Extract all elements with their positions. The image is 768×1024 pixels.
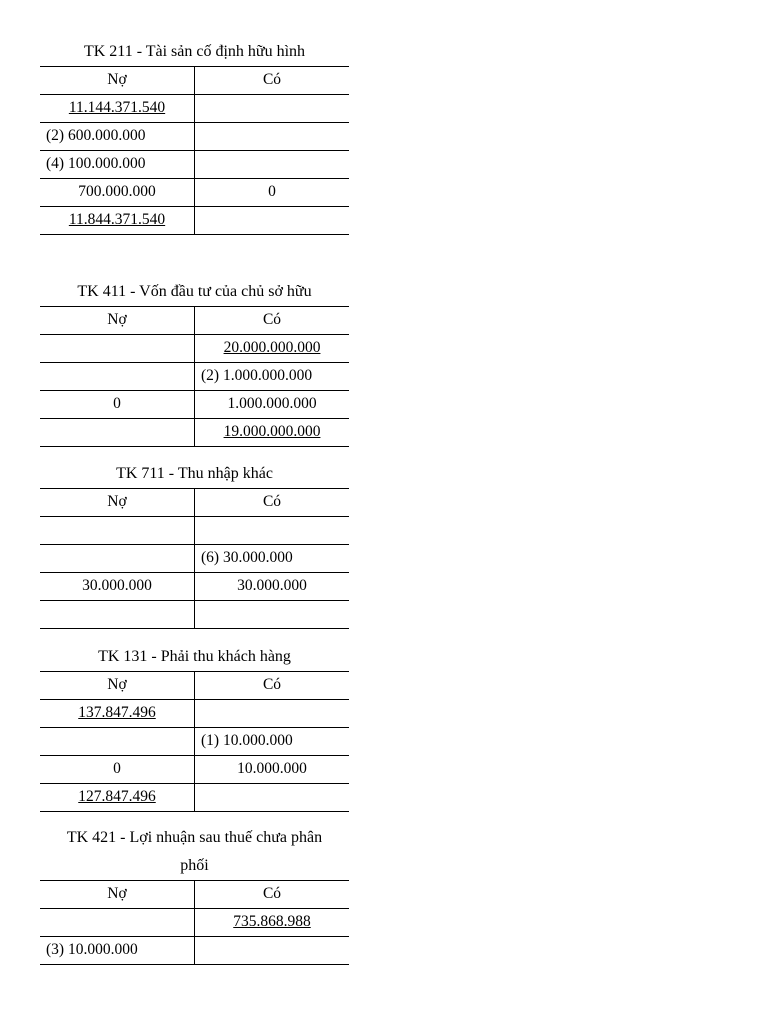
table-row xyxy=(40,363,349,391)
account-tk411 xyxy=(40,278,349,447)
account-title: TK 211 - Tài sản cố định hữu hình xyxy=(83,43,306,60)
closing-balance: 127.847.496 xyxy=(78,788,156,805)
account-title: TK 131 - Phải thu khách hàng xyxy=(98,648,291,665)
account-tk711 xyxy=(40,460,349,629)
closing-balance: 19.000.000.000 xyxy=(223,423,321,440)
credit-header: Có xyxy=(262,493,282,510)
credit-total: 1.000.000.000 xyxy=(227,395,317,412)
table-row xyxy=(40,756,349,784)
t-account-table xyxy=(40,671,349,812)
closing-balance: 11.844.371.540 xyxy=(68,211,166,228)
header-row xyxy=(40,489,349,517)
table-row xyxy=(40,95,349,123)
debit-total: 700.000.000 xyxy=(78,183,156,200)
debit-entry: (4) 100.000.000 xyxy=(46,155,146,172)
credit-total: 30.000.000 xyxy=(237,577,307,594)
table-row xyxy=(40,700,349,728)
debit-total: 0 xyxy=(113,760,121,777)
table-row xyxy=(40,151,349,179)
opening-balance: 137.847.496 xyxy=(78,704,156,721)
table-row xyxy=(40,123,349,151)
account-tk131 xyxy=(40,643,349,812)
table-row xyxy=(40,909,349,937)
account-title: TK 711 - Thu nhập khác xyxy=(116,465,273,482)
opening-balance: 11.144.371.540 xyxy=(68,99,166,116)
account-tk211 xyxy=(40,38,349,235)
header-row xyxy=(40,672,349,700)
header-row xyxy=(40,881,349,909)
debit-header: Nợ xyxy=(107,885,127,902)
t-account-table xyxy=(40,880,349,965)
debit-entry: (2) 600.000.000 xyxy=(46,127,146,144)
credit-header: Có xyxy=(262,885,282,902)
account-title: TK 411 - Vốn đầu tư của chủ sở hữu xyxy=(77,283,312,300)
table-row xyxy=(40,335,349,363)
table-row xyxy=(40,545,349,573)
credit-total: 10.000.000 xyxy=(237,760,307,777)
header-row xyxy=(40,67,349,95)
account-title: TK 421 - Lợi nhuận sau thuế chưa phân xyxy=(66,829,323,846)
header-row xyxy=(40,307,349,335)
t-account-table xyxy=(40,306,349,447)
credit-entry: (6) 30.000.000 xyxy=(201,549,293,566)
table-row xyxy=(40,517,349,545)
table-row xyxy=(40,573,349,601)
table-row xyxy=(40,391,349,419)
account-title-continued: phối xyxy=(180,857,209,874)
credit-entry: (2) 1.000.000.000 xyxy=(201,367,313,384)
table-row xyxy=(40,419,349,447)
table-row xyxy=(40,784,349,812)
t-account-table xyxy=(40,66,349,235)
opening-balance: 735.868.988 xyxy=(233,913,311,930)
credit-header: Có xyxy=(262,676,282,693)
debit-header: Nợ xyxy=(107,311,127,328)
table-row xyxy=(40,179,349,207)
credit-total: 0 xyxy=(268,183,276,200)
table-row xyxy=(40,937,349,965)
table-row xyxy=(40,207,349,235)
table-row xyxy=(40,728,349,756)
credit-header: Có xyxy=(262,311,282,328)
t-account-table xyxy=(40,488,349,629)
credit-header: Có xyxy=(262,71,282,88)
debit-header: Nợ xyxy=(107,71,127,88)
debit-total: 0 xyxy=(113,395,121,412)
debit-total: 30.000.000 xyxy=(82,577,152,594)
opening-balance: 20.000.000.000 xyxy=(223,339,321,356)
debit-header: Nợ xyxy=(107,676,127,693)
credit-entry: (1) 10.000.000 xyxy=(201,732,293,749)
account-tk421 xyxy=(40,824,349,965)
debit-entry: (3) 10.000.000 xyxy=(46,941,138,958)
table-row xyxy=(40,601,349,629)
debit-header: Nợ xyxy=(107,493,127,510)
